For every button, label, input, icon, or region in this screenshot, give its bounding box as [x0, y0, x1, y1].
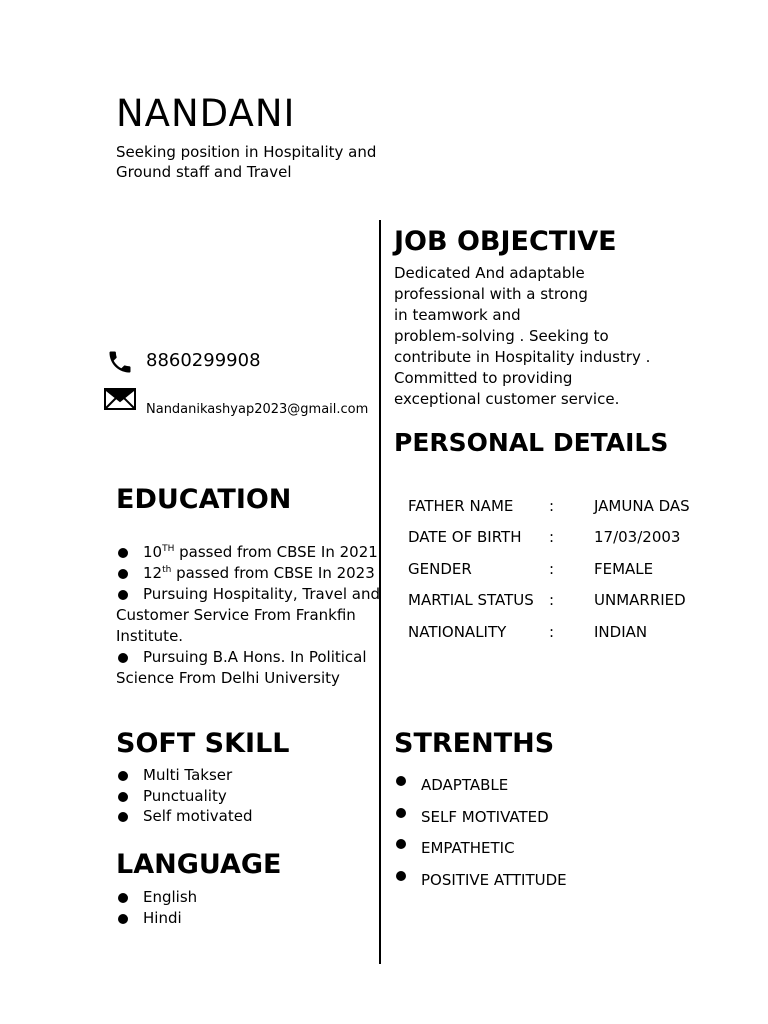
- phone-number: 8860299908: [146, 350, 261, 371]
- envelope-icon: [104, 388, 136, 410]
- detail-value: UNMARRIED: [594, 591, 686, 610]
- bullet-icon: [396, 871, 406, 881]
- job-objective-text: [394, 263, 684, 410]
- strengths-list: [394, 770, 567, 896]
- table-row: [408, 522, 690, 554]
- job-objective-heading: JOB OBJECTIVE: [394, 226, 617, 257]
- bullet-icon: [118, 792, 128, 802]
- education-item: 10TH passed from CBSE In 2021: [143, 543, 378, 561]
- list-item: EMPATHETIC: [394, 833, 567, 865]
- education-heading: EDUCATION: [116, 484, 292, 515]
- bullet-icon: [396, 776, 406, 786]
- candidate-name: NANDANI: [116, 92, 296, 135]
- education-item: Pursuing Hospitality, Travel and Customer Service From Frankfin Institute.: [116, 585, 380, 645]
- list-item: SELF MOTIVATED: [394, 802, 567, 834]
- candidate-subtitle: Seeking position in Hospitality and Ground staff and Travel: [116, 143, 377, 181]
- list-item: [116, 542, 381, 563]
- education-list: [116, 542, 381, 689]
- bullet-icon: [118, 914, 128, 924]
- bullet-icon: [118, 812, 128, 822]
- list-item: [116, 563, 381, 584]
- bullet-icon: [396, 839, 406, 849]
- personal-details-heading: PERSONAL DETAILS: [394, 428, 669, 457]
- objective-line: exceptional customer service.: [394, 390, 620, 408]
- objective-line: problem-solving . Seeking to: [394, 327, 609, 345]
- bullet-icon: [118, 590, 128, 600]
- detail-label: DATE OF BIRTH: [408, 528, 522, 547]
- list-item: POSITIVE ATTITUDE: [394, 865, 567, 897]
- strengths-heading: STRENTHS: [394, 728, 555, 759]
- objective-line: professional with a strong: [394, 285, 588, 303]
- detail-value: FEMALE: [594, 559, 654, 578]
- table-row: [408, 490, 690, 522]
- table-row: [408, 585, 690, 617]
- email-address: Nandanikashyap2023@gmail.com: [146, 402, 369, 417]
- soft-skill-heading: SOFT SKILL: [116, 728, 290, 759]
- language-heading: LANGUAGE: [116, 849, 282, 880]
- list-item: [116, 647, 381, 689]
- table-row: [408, 616, 690, 648]
- soft-skill-list: [116, 765, 253, 827]
- list-item: Punctuality: [116, 786, 253, 807]
- detail-label: MARTIAL STATUS: [408, 591, 534, 610]
- objective-line: contribute in Hospitality industry .: [394, 348, 651, 366]
- detail-value: 17/03/2003: [594, 528, 681, 547]
- objective-line: Committed to providing: [394, 369, 573, 387]
- bullet-icon: [118, 893, 128, 903]
- bullet-icon: [396, 808, 406, 818]
- list-item: English: [116, 887, 197, 908]
- detail-separator: :: [549, 496, 555, 515]
- detail-value: JAMUNA DAS: [594, 496, 690, 515]
- list-item: Multi Takser: [116, 765, 253, 786]
- list-item: [116, 584, 381, 647]
- bullet-icon: [118, 653, 128, 663]
- detail-separator: :: [549, 591, 555, 610]
- education-item: Pursuing B.A Hons. In Political Science From Delhi University: [116, 648, 367, 687]
- detail-label: FATHER NAME: [408, 496, 514, 515]
- bullet-icon: [118, 569, 128, 579]
- list-item: Self motivated: [116, 806, 253, 827]
- education-item: 12th passed from CBSE In 2023: [143, 564, 375, 582]
- detail-separator: :: [549, 559, 555, 578]
- phone-icon: [106, 348, 134, 376]
- personal-details-table: [408, 490, 690, 648]
- detail-label: GENDER: [408, 559, 472, 578]
- list-item: Hindi: [116, 908, 197, 929]
- detail-separator: :: [549, 622, 555, 641]
- detail-separator: :: [549, 528, 555, 547]
- list-item: ADAPTABLE: [394, 770, 567, 802]
- bullet-icon: [118, 548, 128, 558]
- bullet-icon: [118, 771, 128, 781]
- table-row: [408, 553, 690, 585]
- language-list: [116, 887, 197, 928]
- detail-value: INDIAN: [594, 622, 648, 641]
- detail-label: NATIONALITY: [408, 622, 507, 641]
- objective-line: in teamwork and: [394, 306, 521, 324]
- objective-line: Dedicated And adaptable: [394, 264, 585, 282]
